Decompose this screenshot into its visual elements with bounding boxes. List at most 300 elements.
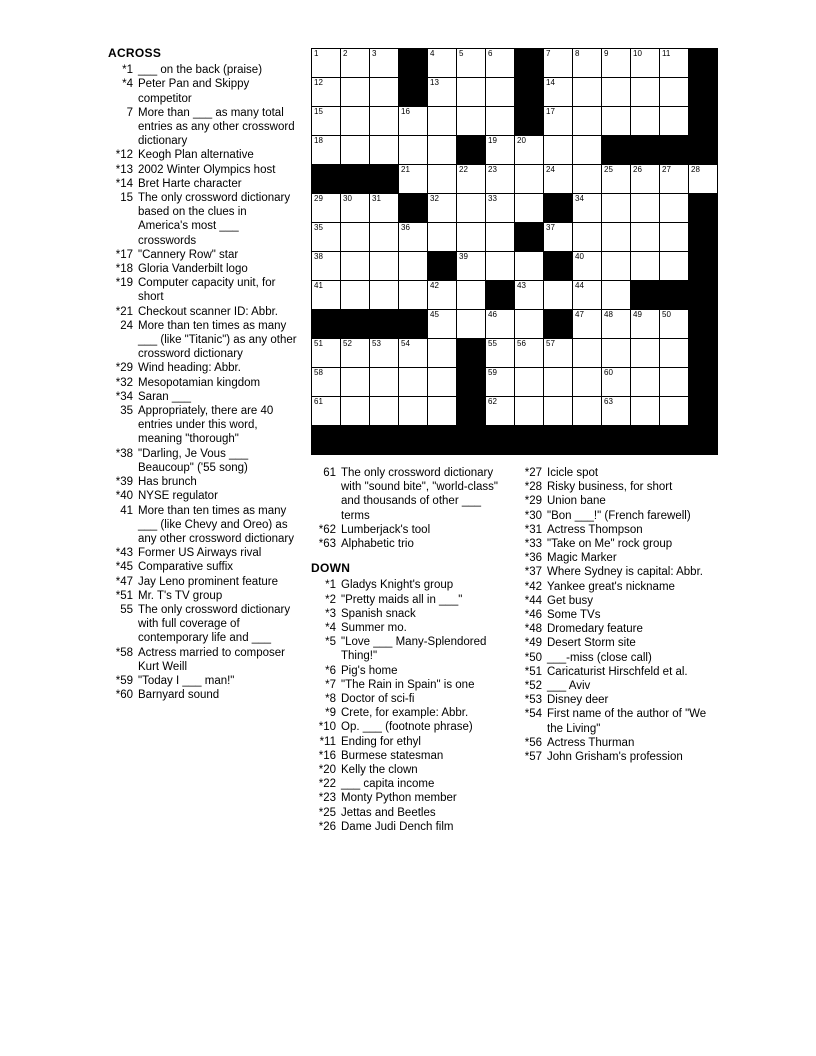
- down-clue-text: ___ capita income: [341, 778, 435, 791]
- grid-cell[interactable]: [312, 107, 341, 136]
- down-clue-number: *42: [524, 580, 542, 593]
- down-clue: [517, 594, 717, 608]
- down-clue-text: Dromedary feature: [547, 623, 643, 636]
- grid-cell[interactable]: [428, 368, 457, 397]
- grid-cell[interactable]: [370, 397, 399, 426]
- down-clue-number: *10: [318, 721, 336, 734]
- grid-cell[interactable]: [573, 281, 602, 310]
- grid-cell[interactable]: [428, 78, 457, 107]
- grid-cell-number: 63: [604, 397, 613, 406]
- grid-cell[interactable]: [428, 223, 457, 252]
- down-clue: [311, 664, 511, 678]
- grid-cell[interactable]: [457, 49, 486, 78]
- grid-cell[interactable]: [544, 78, 573, 107]
- across-clue-text: Mr. T's TV group: [138, 589, 223, 602]
- grid-cell[interactable]: [341, 194, 370, 223]
- across-clue-number: *19: [115, 277, 133, 290]
- down-clue-text: "Pretty maids all in ___": [341, 593, 463, 606]
- grid-cell-number: 46: [488, 310, 497, 319]
- across-clue: [311, 523, 511, 537]
- grid-cell[interactable]: [428, 49, 457, 78]
- grid-cell[interactable]: [631, 165, 660, 194]
- across-clue-text: The only crossword dictionary with full coverage of contemporary life and ___: [138, 603, 291, 645]
- grid-cell[interactable]: [399, 107, 428, 136]
- grid-cell-block: [689, 281, 718, 310]
- grid-cell-number: 60: [604, 368, 613, 377]
- grid-cell[interactable]: [602, 194, 631, 223]
- down-clue-number: *11: [319, 735, 336, 748]
- across-clue: [108, 319, 298, 362]
- grid-cell[interactable]: [660, 223, 689, 252]
- grid-cell[interactable]: [486, 49, 515, 78]
- grid-cell[interactable]: [312, 368, 341, 397]
- across-clue-text: More than ___ as many total entries as any other crossword dictionary: [138, 106, 295, 148]
- grid-cell[interactable]: [602, 107, 631, 136]
- grid-cell[interactable]: [544, 165, 573, 194]
- grid-cell-number: 3: [372, 49, 377, 58]
- grid-cell[interactable]: [573, 397, 602, 426]
- grid-cell-number: 34: [575, 194, 584, 203]
- across-clue-text: Mesopotamian kingdom: [138, 376, 261, 389]
- grid-cell[interactable]: [312, 136, 341, 165]
- grid-cell[interactable]: [312, 397, 341, 426]
- grid-cell[interactable]: [631, 339, 660, 368]
- across-clue: [108, 248, 298, 262]
- across-clue-number: *14: [115, 177, 133, 190]
- grid-cell-block: [689, 426, 718, 455]
- across-clue: [311, 537, 511, 551]
- across-clue-number: *45: [115, 561, 133, 574]
- grid-cell[interactable]: [573, 78, 602, 107]
- grid-cell[interactable]: [341, 223, 370, 252]
- grid-cell-block: [341, 426, 370, 455]
- grid-cell-block: [312, 426, 341, 455]
- grid-cell[interactable]: [544, 136, 573, 165]
- grid-cell-block: [573, 426, 602, 455]
- grid-cell-number: 55: [488, 339, 497, 348]
- down-clue-text: Actress Thompson: [547, 523, 643, 536]
- grid-cell[interactable]: [660, 165, 689, 194]
- down-clue-text: "Bon ___!" (French farewell): [547, 509, 691, 522]
- grid-cell-number: 43: [517, 281, 526, 290]
- grid-cell[interactable]: [631, 310, 660, 339]
- down-clue-number: *6: [325, 664, 336, 677]
- grid-cell-number: 6: [488, 49, 493, 58]
- down-clue: [311, 735, 511, 749]
- grid-cell-number: 1: [314, 49, 319, 58]
- grid-cell-block: [515, 223, 544, 252]
- grid-cell[interactable]: [370, 49, 399, 78]
- grid-cell[interactable]: [660, 397, 689, 426]
- grid-cell[interactable]: [515, 397, 544, 426]
- across-clue-text: The only crossword dictionary with "sound bite", "world-class" and thousands of other ___ terms: [341, 467, 498, 522]
- grid-cell[interactable]: [631, 397, 660, 426]
- grid-cell[interactable]: [573, 339, 602, 368]
- down-clue-text: Dame Judi Dench film: [341, 820, 454, 833]
- grid-cell[interactable]: [370, 368, 399, 397]
- down-clue: [311, 820, 511, 834]
- grid-cell-number: 5: [459, 49, 464, 58]
- grid-cell-number: 15: [314, 107, 323, 116]
- down-clue: [517, 736, 717, 750]
- across-clue-text: Bret Harte character: [138, 177, 242, 190]
- grid-cell-block: [486, 281, 515, 310]
- down-clue-number: *9: [325, 707, 336, 720]
- grid-cell[interactable]: [573, 165, 602, 194]
- grid-cell[interactable]: [312, 223, 341, 252]
- grid-cell[interactable]: [515, 252, 544, 281]
- down-clue-text: Kelly the clown: [341, 764, 418, 777]
- grid-cell[interactable]: [457, 194, 486, 223]
- grid-cell-number: 16: [401, 107, 410, 116]
- grid-row: [312, 339, 718, 368]
- grid-cell-number: 26: [633, 165, 642, 174]
- grid-cell-block: [544, 252, 573, 281]
- grid-row: [312, 107, 718, 136]
- grid-cell[interactable]: [486, 252, 515, 281]
- down-clue: [517, 537, 717, 551]
- across-clue-text: Wind heading: Abbr.: [138, 362, 241, 375]
- grid-cell[interactable]: [631, 194, 660, 223]
- grid-cell[interactable]: [457, 107, 486, 136]
- grid-cell[interactable]: [312, 281, 341, 310]
- grid-cell[interactable]: [370, 107, 399, 136]
- across-clue-text: Former US Airways rival: [138, 547, 262, 560]
- across-clue-number: *17: [115, 248, 133, 261]
- grid-cell-number: 7: [546, 49, 551, 58]
- grid-cell[interactable]: [660, 310, 689, 339]
- grid-cell[interactable]: [399, 339, 428, 368]
- across-clue-number: *1: [122, 64, 133, 77]
- grid-cell-number: 19: [488, 136, 497, 145]
- across-clue: [108, 575, 298, 589]
- down-clue-text: Spanish snack: [341, 607, 416, 620]
- grid-cell[interactable]: [428, 165, 457, 194]
- down-clue-number: *23: [318, 792, 336, 805]
- grid-cell-block: [544, 194, 573, 223]
- down-clue-text: Jettas and Beetles: [341, 806, 436, 819]
- grid-cell[interactable]: [399, 368, 428, 397]
- across-clue-list-part1: [108, 63, 298, 702]
- down-clue-number: *56: [524, 736, 542, 749]
- grid-cell[interactable]: [370, 281, 399, 310]
- crossword-grid[interactable]: [311, 48, 718, 455]
- grid-cell[interactable]: [515, 194, 544, 223]
- grid-cell-number: 4: [430, 49, 435, 58]
- grid-cell-block: [689, 368, 718, 397]
- grid-cell[interactable]: [486, 310, 515, 339]
- grid-cell-block: [515, 426, 544, 455]
- across-clue-number: *34: [115, 390, 133, 403]
- grid-cell[interactable]: [573, 223, 602, 252]
- grid-cell[interactable]: [486, 397, 515, 426]
- crossword-grid-table[interactable]: [311, 48, 718, 455]
- down-clue-number: *20: [318, 764, 336, 777]
- grid-cell[interactable]: [486, 223, 515, 252]
- down-clue-number: *7: [325, 678, 336, 691]
- across-clue: [108, 77, 298, 105]
- grid-cell[interactable]: [341, 397, 370, 426]
- down-clue-text: Op. ___ (footnote phrase): [341, 721, 473, 734]
- across-clue-text: Comparative suffix: [138, 561, 234, 574]
- grid-cell[interactable]: [602, 165, 631, 194]
- across-clue-number: 7: [126, 106, 133, 119]
- down-clue-text: Ending for ethyl: [341, 735, 421, 748]
- grid-cell[interactable]: [312, 339, 341, 368]
- down-clue-number: *53: [524, 694, 542, 707]
- grid-cell-block: [370, 426, 399, 455]
- grid-cell[interactable]: [573, 107, 602, 136]
- grid-row: [312, 368, 718, 397]
- grid-cell[interactable]: [370, 78, 399, 107]
- down-clue-text: John Grisham's profession: [547, 751, 683, 764]
- grid-cell[interactable]: [602, 281, 631, 310]
- grid-cell[interactable]: [486, 107, 515, 136]
- across-clue-number: *12: [115, 149, 133, 162]
- down-clue: [517, 509, 717, 523]
- grid-cell[interactable]: [428, 194, 457, 223]
- across-clue: [108, 361, 298, 375]
- grid-cell[interactable]: [631, 252, 660, 281]
- grid-cell[interactable]: [399, 397, 428, 426]
- across-clue-number: *39: [115, 476, 133, 489]
- grid-cell[interactable]: [428, 397, 457, 426]
- grid-cell[interactable]: [515, 368, 544, 397]
- grid-cell[interactable]: [399, 136, 428, 165]
- grid-cell-number: 62: [488, 397, 497, 406]
- down-clue-list-part1: [311, 578, 511, 834]
- grid-row: [312, 426, 718, 455]
- grid-cell[interactable]: [602, 252, 631, 281]
- grid-cell[interactable]: [457, 78, 486, 107]
- across-clue-text: Appropriately, there are 40 entries under this word, meaning "thorough": [138, 405, 274, 446]
- down-clue: [311, 791, 511, 805]
- grid-cell[interactable]: [370, 194, 399, 223]
- grid-cell[interactable]: [689, 165, 718, 194]
- down-clue: [517, 693, 717, 707]
- grid-cell[interactable]: [544, 368, 573, 397]
- grid-cell-block: [689, 78, 718, 107]
- grid-cell[interactable]: [428, 281, 457, 310]
- grid-cell[interactable]: [428, 107, 457, 136]
- grid-cell[interactable]: [602, 223, 631, 252]
- grid-cell-number: 35: [314, 223, 323, 232]
- grid-cell-number: 22: [459, 165, 468, 174]
- down-clue-number: *30: [524, 509, 542, 522]
- grid-cell[interactable]: [631, 49, 660, 78]
- grid-cell[interactable]: [341, 136, 370, 165]
- grid-cell[interactable]: [631, 223, 660, 252]
- across-clue: [108, 489, 298, 503]
- grid-cell[interactable]: [312, 194, 341, 223]
- grid-cell[interactable]: [660, 368, 689, 397]
- down-clue-text: Yankee great's nickname: [547, 580, 675, 593]
- grid-cell[interactable]: [486, 78, 515, 107]
- grid-cell[interactable]: [341, 78, 370, 107]
- grid-cell[interactable]: [399, 252, 428, 281]
- down-clue-number: *51: [524, 665, 542, 678]
- grid-cell[interactable]: [341, 368, 370, 397]
- grid-cell-number: 12: [314, 78, 323, 87]
- grid-cell-number: 11: [662, 49, 671, 58]
- across-clue-number: *18: [115, 263, 133, 276]
- down-clue-text: Disney deer: [547, 694, 609, 707]
- down-clue-number: *54: [524, 708, 542, 721]
- grid-cell-block: [544, 426, 573, 455]
- across-clue-number: *51: [115, 589, 133, 602]
- grid-cell-block: [457, 397, 486, 426]
- grid-cell[interactable]: [515, 339, 544, 368]
- grid-cell-number: 33: [488, 194, 497, 203]
- grid-cell[interactable]: [341, 252, 370, 281]
- across-clue-number: *43: [115, 547, 133, 560]
- grid-cell[interactable]: [370, 339, 399, 368]
- down-clue-text: ___ Aviv: [547, 680, 591, 693]
- grid-cell[interactable]: [399, 165, 428, 194]
- grid-cell[interactable]: [544, 397, 573, 426]
- grid-cell[interactable]: [660, 194, 689, 223]
- grid-cell[interactable]: [660, 339, 689, 368]
- down-clue-text: Union bane: [547, 495, 606, 508]
- grid-cell[interactable]: [660, 78, 689, 107]
- down-clue-text: Caricaturist Hirschfeld et al.: [547, 665, 688, 678]
- across-clue-number: *4: [122, 78, 133, 91]
- grid-cell[interactable]: [660, 107, 689, 136]
- grid-cell[interactable]: [457, 281, 486, 310]
- grid-cell[interactable]: [515, 136, 544, 165]
- grid-cell[interactable]: [573, 252, 602, 281]
- across-clue-number: *29: [115, 362, 133, 375]
- grid-cell[interactable]: [486, 339, 515, 368]
- grid-cell-block: [689, 136, 718, 165]
- across-clue: [108, 106, 298, 149]
- across-continued-and-down-column: [311, 466, 511, 834]
- down-clue-number: *46: [524, 609, 542, 622]
- grid-cell[interactable]: [631, 107, 660, 136]
- grid-cell[interactable]: [602, 310, 631, 339]
- grid-cell[interactable]: [486, 136, 515, 165]
- grid-cell[interactable]: [544, 223, 573, 252]
- grid-cell[interactable]: [573, 136, 602, 165]
- grid-cell[interactable]: [312, 49, 341, 78]
- grid-cell[interactable]: [341, 107, 370, 136]
- grid-cell[interactable]: [602, 78, 631, 107]
- grid-cell[interactable]: [631, 78, 660, 107]
- grid-cell[interactable]: [544, 107, 573, 136]
- grid-cell[interactable]: [399, 223, 428, 252]
- grid-cell[interactable]: [515, 310, 544, 339]
- grid-cell[interactable]: [486, 368, 515, 397]
- down-clue: [517, 608, 717, 622]
- grid-cell-number: 30: [343, 194, 352, 203]
- grid-cell[interactable]: [602, 49, 631, 78]
- grid-cell[interactable]: [602, 339, 631, 368]
- grid-cell[interactable]: [428, 136, 457, 165]
- down-clue: [311, 593, 511, 607]
- grid-cell[interactable]: [370, 252, 399, 281]
- grid-cell[interactable]: [515, 165, 544, 194]
- grid-cell-number: 10: [633, 49, 642, 58]
- down-clue-number: *50: [524, 651, 542, 664]
- grid-cell-block: [689, 252, 718, 281]
- grid-cell-block: [399, 49, 428, 78]
- across-clue-list-part2: [311, 466, 511, 551]
- grid-cell[interactable]: [370, 136, 399, 165]
- grid-cell[interactable]: [370, 223, 399, 252]
- grid-cell[interactable]: [428, 339, 457, 368]
- across-clue-text: The only crossword dictionary based on the clues in America's most ___ crosswords: [138, 192, 291, 247]
- grid-cell[interactable]: [341, 49, 370, 78]
- grid-cell[interactable]: [457, 252, 486, 281]
- across-clue-number: 41: [120, 504, 133, 517]
- down-clue-text: Gladys Knight's group: [341, 579, 454, 592]
- grid-row: [312, 165, 718, 194]
- down-clue-text: "Take on Me" rock group: [547, 538, 673, 551]
- grid-cell[interactable]: [457, 165, 486, 194]
- grid-cell[interactable]: [573, 368, 602, 397]
- grid-cell[interactable]: [515, 281, 544, 310]
- across-clue-number: *60: [115, 689, 133, 702]
- grid-cell-number: 13: [430, 78, 439, 87]
- grid-cell[interactable]: [544, 49, 573, 78]
- grid-cell[interactable]: [544, 281, 573, 310]
- grid-cell[interactable]: [573, 49, 602, 78]
- across-clue-number: *47: [115, 575, 133, 588]
- grid-cell[interactable]: [660, 252, 689, 281]
- grid-cell-block: [370, 310, 399, 339]
- grid-cell[interactable]: [573, 194, 602, 223]
- grid-cell[interactable]: [544, 339, 573, 368]
- down-clue-number: *31: [524, 523, 542, 536]
- grid-cell-block: [544, 310, 573, 339]
- across-clue-number: *21: [115, 305, 133, 318]
- grid-cell[interactable]: [312, 252, 341, 281]
- grid-cell[interactable]: [399, 281, 428, 310]
- grid-cell[interactable]: [341, 339, 370, 368]
- across-clue-number: *59: [115, 674, 133, 687]
- grid-cell-block: [399, 78, 428, 107]
- grid-cell[interactable]: [312, 78, 341, 107]
- down-clue-number: *2: [325, 593, 336, 606]
- grid-cell[interactable]: [457, 223, 486, 252]
- grid-cell[interactable]: [602, 397, 631, 426]
- grid-cell-number: 39: [459, 252, 468, 261]
- grid-cell[interactable]: [428, 310, 457, 339]
- grid-cell[interactable]: [486, 165, 515, 194]
- grid-cell[interactable]: [631, 368, 660, 397]
- grid-cell-number: 57: [546, 339, 555, 348]
- across-clue: [108, 688, 298, 702]
- down-clue-number: *8: [325, 693, 336, 706]
- grid-cell-block: [399, 194, 428, 223]
- across-clue-number: *58: [115, 646, 133, 659]
- grid-cell[interactable]: [573, 310, 602, 339]
- grid-cell[interactable]: [457, 310, 486, 339]
- across-clue-text: NYSE regulator: [138, 490, 218, 503]
- grid-cell[interactable]: [602, 368, 631, 397]
- grid-cell-block: [602, 136, 631, 165]
- grid-cell-number: 17: [546, 107, 555, 116]
- grid-cell-number: 59: [488, 368, 497, 377]
- across-clue-number: *38: [115, 447, 133, 460]
- grid-cell[interactable]: [341, 281, 370, 310]
- down-clue-number: *44: [524, 594, 542, 607]
- grid-row: [312, 397, 718, 426]
- grid-cell[interactable]: [660, 49, 689, 78]
- grid-cell-number: 28: [691, 165, 700, 174]
- across-clue: [108, 404, 298, 447]
- grid-cell[interactable]: [486, 194, 515, 223]
